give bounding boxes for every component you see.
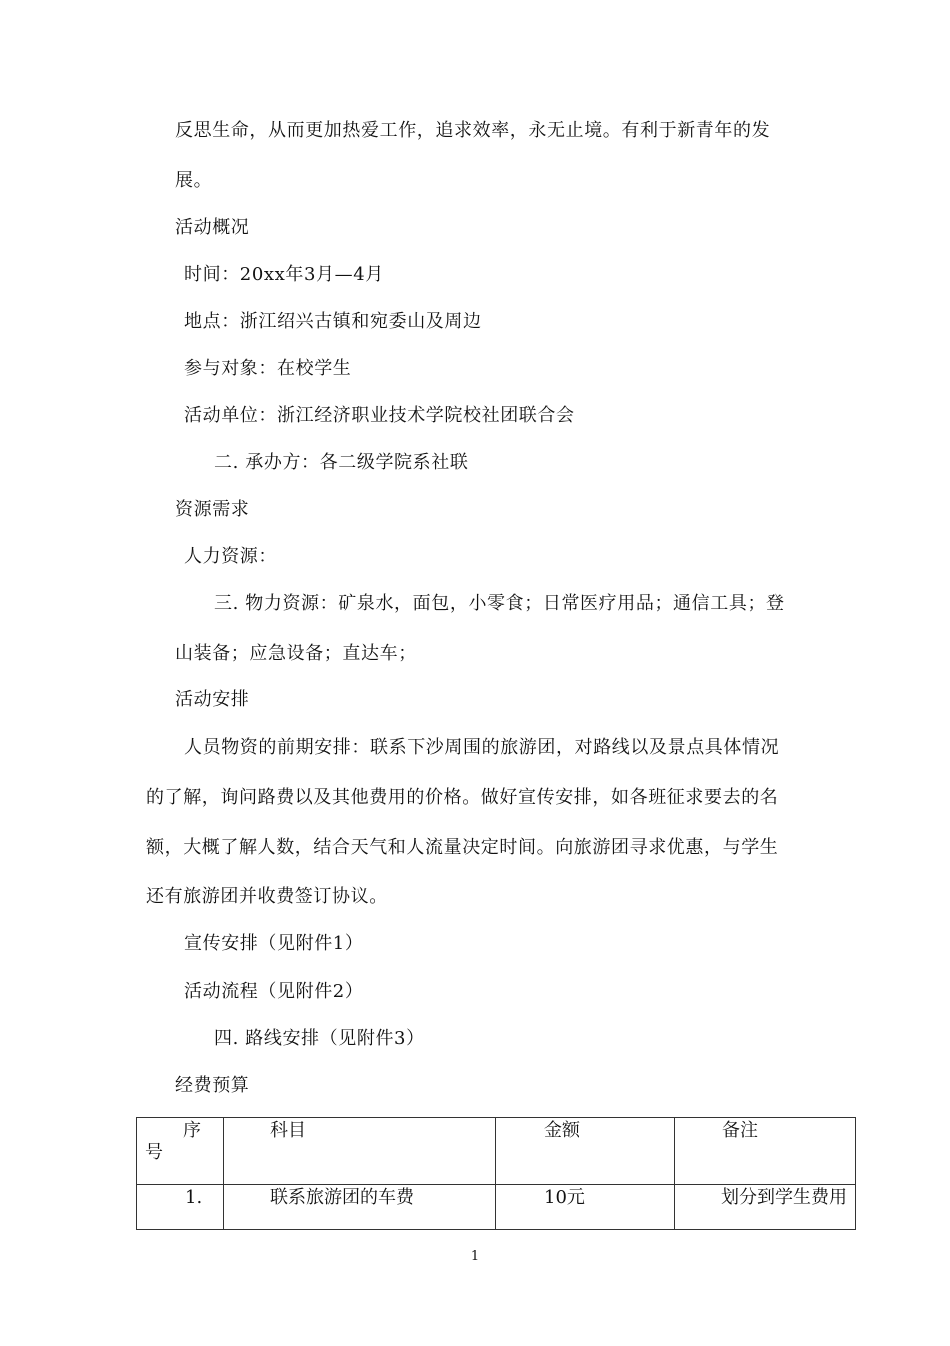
- paragraph-line: 还有旅游团并收费签订协议。: [146, 886, 388, 907]
- header-cell: 科目: [224, 1118, 496, 1185]
- paragraph-line: 反思生命，从而更加热爱工作，追求效率，永无止境。有利于新青年的发: [175, 120, 771, 141]
- section-heading: 活动概况: [175, 217, 250, 238]
- section-heading: 资源需求: [175, 499, 250, 520]
- paragraph-line: 山装备；应急设备；直达车；: [175, 643, 417, 664]
- table-cell: 联系旅游团的车费: [224, 1185, 496, 1230]
- header-cell: 备注: [675, 1118, 856, 1185]
- numbered-item: 四. 路线安排（见附件3）: [214, 1028, 425, 1049]
- info-line: 人力资源：: [184, 546, 277, 567]
- table-cell: 10元: [496, 1185, 675, 1230]
- numbered-item: 二. 承办方：各二级学院系社联: [214, 452, 469, 473]
- budget-table: [136, 1117, 856, 1230]
- info-line: 时间：20xx年3月—4月: [184, 264, 384, 285]
- section-heading: 经费预算: [175, 1075, 250, 1096]
- table-header-row: [137, 1118, 856, 1185]
- info-line: 活动流程（见附件2）: [184, 981, 364, 1002]
- paragraph-line: 的了解，询问路费以及其他费用的价格。做好宣传安排，如各班征求要去的名: [146, 787, 779, 808]
- paragraph-line: 展。: [175, 170, 213, 191]
- info-line: 活动单位：浙江经济职业技术学院校社团联合会: [184, 405, 575, 426]
- page-number: 1: [470, 1249, 480, 1264]
- paragraph-line: 人员物资的前期安排：联系下沙周围的旅游团，对路线以及景点具体情况: [184, 737, 780, 758]
- table-row: [137, 1185, 856, 1230]
- numbered-item: 三. 物力资源：矿泉水，面包，小零食；日常医疗用品；通信工具；登: [214, 593, 785, 614]
- table-cell: 划分到学生费用: [675, 1185, 856, 1230]
- paragraph-line: 额，大概了解人数，结合天气和人流量决定时间。向旅游团寻求优惠，与学生: [146, 837, 779, 858]
- table-cell: 1.: [137, 1185, 224, 1230]
- info-line: 参与对象：在校学生: [184, 358, 352, 379]
- info-line: 宣传安排（见附件1）: [184, 933, 364, 954]
- header-cell: 序号: [137, 1118, 224, 1185]
- section-heading: 活动安排: [175, 689, 250, 710]
- header-cell: 金额: [496, 1118, 675, 1185]
- info-line: 地点：浙江绍兴古镇和宛委山及周边: [184, 311, 482, 332]
